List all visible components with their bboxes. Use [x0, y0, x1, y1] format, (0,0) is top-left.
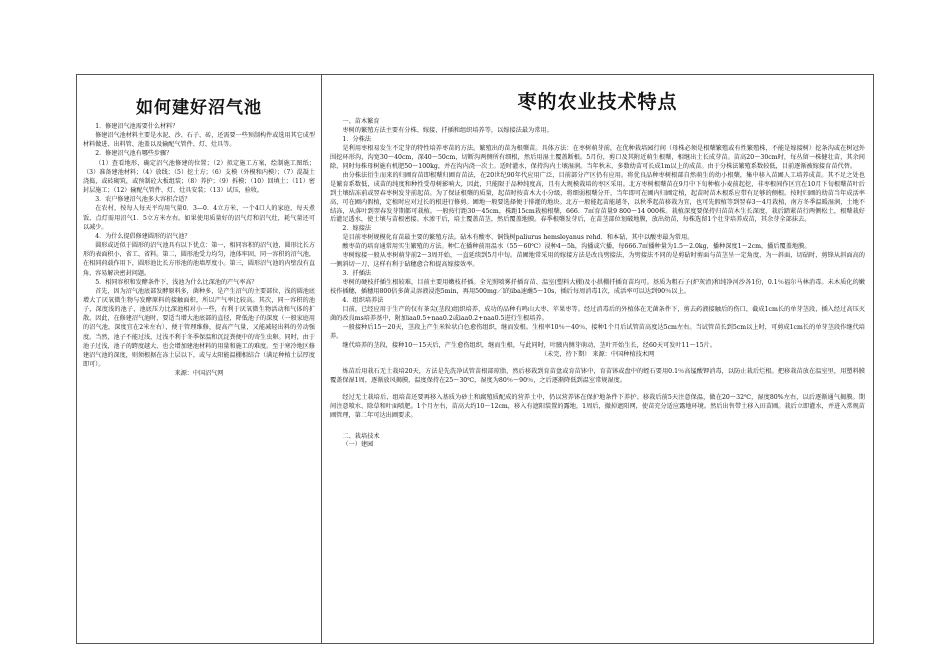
right-paragraph: 由分株法衍生而来的归圃育苗即根蘖归圃育苗法，在20世纪90年代应用广泛，目前部分产区仍有应用。将优良品种枣树根部自然萌生的幼小根蘖，集中移入苗圃人工培养成苗。其不足之处也是繁育系数低，成苗的纯度和种性受母树影响大，因此，只能限于品种纯度高，且有大规模栽培的枣区采用。北方枣树根蘖苗在9月中下旬种植小麦前起挖，非枣根间作区宜在10月下旬根蘖苗叶后到土壤结冻前或翌春枣树发芽前起苗。为了保证根蘖的质量，起苗时按苗木大小分级，将细弱根蘖分开，当年即可在圃内归圃定植，起苗时苗木根系应带有足够的侧根。按时归圃的幼苗当年成活率高，可在圃内假植，定植时应对过长的根进行修剪。圃地一般要选择便于排灌的地块。北方一般能起苗能越冬，以秋季起苗移栽为宜，也可先假植等到翌春3～4月栽植，南方冬季温暖湿润，土地不结冻，从落叶到翌春发芽期都可栽植。一般按行距30～45cm，株距15cm栽植根蘖，666．7㎡育苗量9 800～14 000株。栽植深度要保持归苗苗木生长深度，栽后踏紧苗行两侧松土，根蘖栽好后灌足透水，使土壤与苗根密接。水渗干后，培土覆盖苗茎，然后覆盖地膜。春季根蘖发芽后，在苗茎部位划破地膜，放出幼苗，每株选留1个壮芽培养成苗，其余芽全部抹去。 — [330, 171, 865, 224]
left-paragraph: 5．相同容积和发酵条件下，浅池为什么比深池的产气率高？ — [95, 278, 258, 286]
right-paragraph: 枣树的硬枝扦插生根较难，目前主要用嫩枝扦插。全光照喷雾扦插育苗、温室(塑料大棚)及小拱棚扦插育苗均可。基质为粗石子(炉灰渣)和纯净河沙各1份，0.1％福尔马林消毒。未木质化的嫩枝作插穗，插穗用800倍多菌灵溶液浸泡5min，再用500mg／l的iba速蘸5～10s，插后每周消毒1次，成活率可以达到90％以上。 — [330, 279, 865, 296]
right-article-title: 枣的农业技术特点 — [517, 91, 678, 113]
left-paragraph: 修建沼气池材料主要是水泥、沙、石子、砖，还需要一些预制构件或选用其它成型材料做进、出料管、池盖以及输配气管件、灯、灶具等。 — [83, 132, 315, 149]
right-paragraph: 炼苗后用栽石无土栽培20天，方法是先洗净试管苗根部琼脂，然后移栽到育苗盘或育苗钵中，育苗钵或盘中的蛭石要用0.1％高锰酸钾消毒，以防止栽后烂根。把移栽苗放在温室里，用塑料膜覆盖保湿1周，逐渐放风揭膜，温度保持在25～30℃，湿度为80％～90％，之后逐渐降低到温室常规湿度。 — [330, 367, 865, 384]
right-paragraph: 1．分株法 — [342, 135, 372, 143]
left-article-body — [83, 122, 315, 378]
right-paragraph: 枣树的繁殖方法主要有分株、嫁接、扦插和组织培养等，以嫁接法最为常用。 — [342, 126, 553, 134]
right-paragraph: 酸枣苗的培育通常用实生繁殖的方法。种仁在播种前用温水（55～60℃）浸种4～5h，沟播或穴播，每666.7㎡播种量为1.5～2.0kg，播种深度1～2cm，播后覆盖地膜。 — [342, 243, 811, 251]
right-column — [322, 75, 873, 643]
left-paragraph: 在农村，按每人每天平均用气量0．3—0．4立方米，一个4口人的家庭，每天煮饭、点灯需用沼气1．5立方米左右。如果使用质量好的沼气灯和沼气灶，耗气量还可以减少。 — [83, 205, 315, 231]
left-paragraph: 1．修建沼气池需要什么材料？ — [95, 123, 179, 130]
left-paragraph: 圆形或近似于圆形的沼气池具有以下优点：第一，相同容积的沼气池，圆形比长方形的表面积小，省工、省料。第二，圆形池受力均匀，池体牢固，同一容积的沼气池，在相同荷载作用下，圆形池比长方形池的池墙厚度小。第三，圆形沼气池的内壁没有直角，容易解决密封问题。 — [83, 242, 315, 277]
right-paragraph: 枣树嫁接一般从枣树萌芽前2～3周开始，一直延续到5月中旬。苗圃地常采用的嫁接方法是改良劈接法，为劈接法不同的是剪砧时剪面与苗茎呈一定角度，为一斜面，切砧时，剪锋从斜面高的一侧斜切一刀，这样有利于砧穗愈合和提高嫁接效率。 — [330, 252, 865, 269]
left-paragraph: 3．农户修建沼气池多大容积合适？ — [95, 196, 191, 204]
right-paragraph: 一、苗木繁育 — [342, 118, 380, 125]
right-paragraph: 是目前枣树规模化育苗最主要的繁殖方法。砧木有酸枣、铜钱树paliurus hemsleyanus rehd．和本砧，其中以酸枣最为常用。 — [342, 234, 694, 242]
left-source-line: 来源：中国沼气网 — [174, 370, 224, 378]
right-paragraph: 继代培养的茎段，接种10～15天后，产生愈伤组织，继而生根，与此同时，叶腋内侧芽萌动，茎叶开始生长，经60天可发叶11～15片。 — [342, 341, 716, 349]
right-paragraph: 经过无土栽培后，组培苗还要再移入基质为砂土和腐殖质配成的营养土中，仍以营养钵在保护地条件下养护。移栽后前5天注意保温，做在20～32℃，湿度80%左右，以后逐渐通气揭膜。期间注意喷水、除草和叶面喷肥。1个月左右，苗高大约10～12cm，移入有遮阳装置的露地，1周后，撤掉遮阳网，使苗充分适应露地环境。然后出售带土移入田苗圃。栽后立即灌水，并进入常规苗圃管理，第二年可达出圃要求。 — [330, 393, 865, 419]
right-paragraph: 3．扦插法 — [342, 270, 372, 278]
left-paragraph: 2．修建沼气池有哪些步骤？ — [95, 150, 173, 158]
right-source-line: （未完，待下期） 来源：中国种植技术网 — [540, 350, 655, 358]
right-paragraph: 一般接种后15～20天，茎段上产生米粒状白色愈伤组织，继而发根。生根率10％～40％，接种1个月后试管苗高度达5cm左右。当试管苗长到5cm以上时，可剪成1cm长的单芽茎段作继代培养。 — [330, 323, 865, 340]
right-paragraph: 是利用枣根易发生不定芽的特性培养枣苗的方法。繁殖出的苗为根蘖苗。具体方法：在枣树萌芽前，在优种栽培园行间（母株必须是根蘖繁殖或有性繁殖株，不能是嫁接树）挖条沟或在树冠外围挖环形沟，沟宽30～40cm，深40～50cm，切断沟两侧所有细根，然后用湿土覆盖断根。5月份，剪口及其附近萌生根蘖，相继出土长成芽苗。苗高20～30cm时，每丛留一株健壮苗，其余间除，同时每株母树施有机肥50～100kg，并在沟内浇一次土。适时灌水，保持沟内土壤湿润。当年秋末，多数幼苗可长成1m以上的成苗。由于分株法繁殖系数较低，目前逐渐被嫁接育苗代替。 — [330, 144, 865, 170]
left-paragraph: 4．为什么提倡修建圆形的沼气池？ — [95, 232, 191, 240]
right-paragraph: 目前，已经应用于生产的仅有茶尖(茎段)组织培养，成功的品种有鸣山大枣、苹果枣等。经过消毒后的外植体在无菌条件下，剪去药液接触后的伤口，截成1cm长的单芽茎段，插入经过高压灭菌的改良ms培养基中，附加iaa0.5+naa0.2或iaa0.2+naa0.5进行生根培养。 — [330, 306, 865, 322]
left-paragraph: 首先，因为沼气池底部发酵原料多，菌种多，是产生沼气的主要部位，浅的圆池底增大了厌氧微生物与发酵原料的接触面积，所以产气率比较高。其次，同一容积的池子，深度浅的池子，池底压力比深池相对小一些，有利于厌氧微生物活动和气体的扩散。因此，在修建沼气池时，要适当增大池底部的直径，降低池子的深度（一般家庭用的沼气池，深度宜在2米左右），便于管理维修，提高产气量，又能减轻出料的劳动强度。当然，池子不能过浅，过浅不利于冬季保温和沉淀粪便中的寄生虫卵。同时，由于池子过浅，池子的跨度越大，也会增加建池材料的用量和施工的难度。至于寒冷地区修建沼气池的深度，则须根据在冻土层以下，或与太阳能温棚相结合（满足种植土层厚度即可）。 — [83, 287, 315, 369]
right-subsection-heading: （一）建园 — [342, 441, 374, 449]
left-paragraph: （1）查看地形，确定沼气池修建的位置；（2）拟定施工方案，绘制施工图纸；（3）准备建池材料；（4）放线；（5）挖土方；（6）支模（外模和内模）；（7）混凝土浇捣，或砖砌筑，或预制砼大板组装；（8）养护；（9）拆模；（10）回填土；（11）密封层施工；（12）输配气管件、灯、灶具安装；（13）试压，验收。 — [83, 159, 315, 195]
left-article-title: 如何建好沼气池 — [136, 98, 262, 118]
right-article-body — [330, 118, 865, 450]
left-column — [77, 75, 322, 643]
right-paragraph: 2．嫁接法 — [342, 225, 372, 233]
right-paragraph: 4．组织培养法 — [342, 297, 384, 305]
right-section-heading: 二、栽培技术 — [342, 432, 380, 440]
document-page — [76, 74, 874, 644]
